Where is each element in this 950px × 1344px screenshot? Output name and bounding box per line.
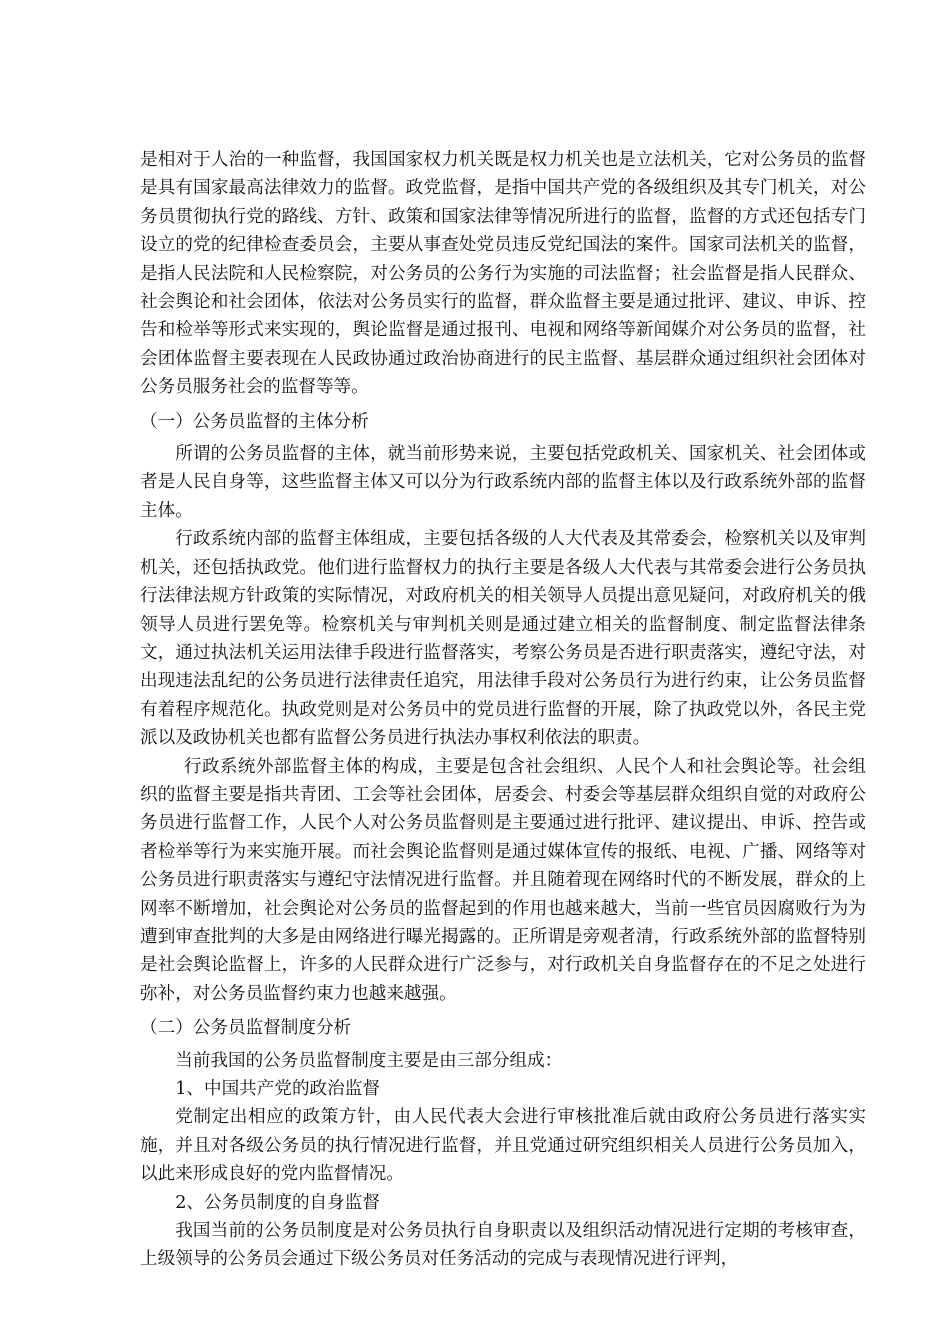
paragraph-self-supervision: 我国当前的公务员制度是对公务员执行自身职责以及组织活动情况进行定期的考核审查，上级领导的公务员会通过下级公务员对任务活动的完成与表现情况进行评判， [140,1221,866,1270]
paragraph-subjects-overview: 所谓的公务员监督的主体，就当前形势来说，主要包括党政机关、国家机关、社会团体或者是人民自身等，这些监督主体又可以分为行政系统内部的监督主体以及行政系统外部的监督主体。 [140,444,866,521]
list-item-party-supervision: 1、中国共产党的政治监督 [175,1079,380,1099]
section-heading-supervision-system: （二）公务员监督制度分析 [140,1018,352,1039]
paragraph-external-subjects: 行政系统外部监督主体的构成，主要是包含社会组织、人民个人和社会舆论等。社会组织的监督主要是指共青团、工会等社会团体，居委会、村委会等基层群众组织自觉的对政府公务员进行监督工作，人民个人对公务员监督则是主要通过进行批评、建议提出、申诉、控告或者检举等行为来实施开展。而社会舆论监督则是通过媒体宣传的报纸、电视、广播、网络等对公务员进行职责落实与遵纪守法情况进行监督。并且随着现在网络时代的不断发展，群众的上网率不断增加，社会舆论对公务员的监督起到的作用也越来越大，当前一些官员因腐败行为为遭到审查批判的大多是由网络进行曝光揭露的。正所谓是旁观者清，行政系统外部的监督特别是社会舆论监督上，许多的人民群众进行广泛参与，对行政机关自身监督存在的不足之处进行弥补，对公务员监督约束力也越来越强。 [140,756,866,1004]
list-item-self-supervision: 2、公务员制度的自身监督 [175,1192,380,1213]
paragraph-system-composition: 当前我国的公务员监督制度主要是由三部分组成： [175,1050,563,1071]
document-page [140,146,866,1274]
section-heading-supervision-subjects: （一）公务员监督的主体分析 [140,411,369,432]
paragraph-internal-subjects: 行政系统内部的监督主体组成，主要包括各级的人大代表及其常委会，检察机关以及审判机关，还包括执政党。他们进行监督权力的执行主要是各级人大代表与其常委会进行公务员执行法律法规方针政策的实际情况，对政府机关的相关领导人员提出意见疑问，对政府机关的俄领导人员进行罢免等。检察机关与审判机关则是通过建立相关的监督制度、制定监督法律条文，通过执法机关运用法律手段进行监督落实，考察公务员是否进行职责落实，遵纪守法，对出现违法乱纪的公务员进行法律责任追究，用法律手段对公务员行为进行约束，让公务员监督有着程序规范化。执政党则是对公务员中的党员进行监督的开展，除了执政党以外，各民主党派以及政协机关也都有监督公务员进行执法办事权利依法的职责。 [140,529,866,749]
paragraph-intro: 是相对于人治的一种监督，我国国家权力机关既是权力机关也是立法机关，它对公务员的监督是具有国家最高法律效力的监督。政党监督，是指中国共产党的各级组织及其专门机关，对公务员贯彻执行党的路线、方针、政策和国家法律等情况所进行的监督，监督的方式还包括专门设立的党的纪律检查委员会，主要从事查处党员违反党纪国法的案件。国家司法机关的监督，是指人民法院和人民检察院，对公务员的公务行为实施的司法监督；社会监督是指人民群众、社会舆论和社会团体，依法对公务员实行的监督，群众监督主要是通过批评、建议、申诉、控告和检举等形式来实现的，舆论监督是通过报刊、电视和网络等新闻媒介对公务员的监督，社会团体监督主要表现在人民政协通过政治协商进行的民主监督、基层群众通过组织社会团体对公务员服务社会的监督等等。 [140,150,866,398]
paragraph-party-supervision: 党制定出相应的政策方针，由人民代表大会进行审核批准后就由政府公务员进行落实实施，并且对各级公务员的执行情况进行监督，并且党通过研究组织相关人员进行公务员加入，以此来形成良好的党内监督情况。 [140,1107,866,1185]
